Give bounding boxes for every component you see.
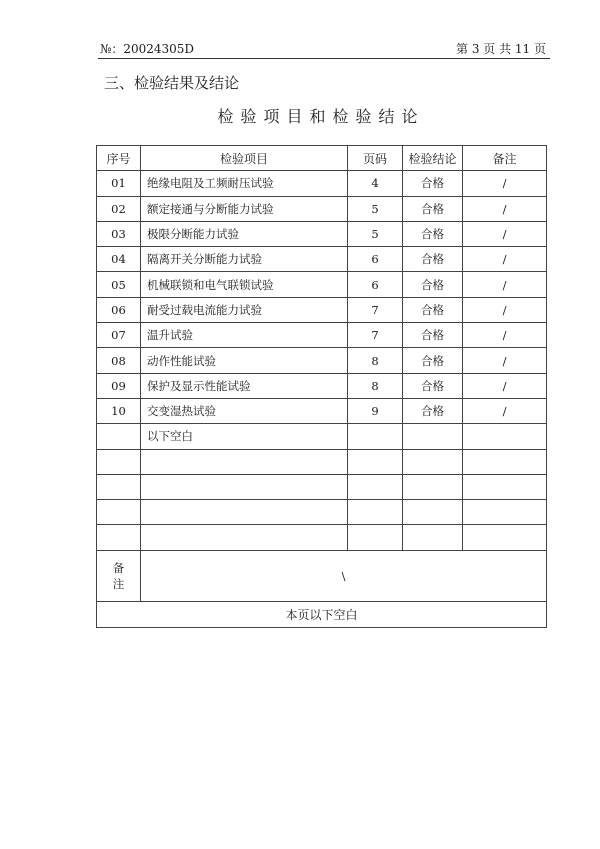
row-note: /: [463, 323, 547, 348]
row-note: /: [463, 398, 547, 423]
row-result: 合格: [403, 221, 463, 246]
row-result: 合格: [403, 373, 463, 398]
row-result: 合格: [403, 171, 463, 196]
page-info: 第 3 页 共 11 页: [456, 42, 546, 56]
table-row: [97, 221, 547, 246]
row-page: [348, 474, 403, 499]
table-row: [97, 323, 547, 348]
table-row: [97, 373, 547, 398]
table-row: [97, 348, 547, 373]
row-result: [403, 525, 463, 550]
row-no: 07: [97, 323, 141, 348]
table-row: [97, 247, 547, 272]
row-page: 6: [348, 272, 403, 297]
remarks-row: [97, 550, 547, 601]
col-header-result: 检验结论: [403, 146, 463, 171]
row-page: [348, 424, 403, 449]
row-page: 6: [348, 247, 403, 272]
row-result: [403, 500, 463, 525]
row-item: [141, 449, 348, 474]
row-result: 合格: [403, 196, 463, 221]
row-note: /: [463, 221, 547, 246]
table-row: [97, 196, 547, 221]
table-title: 检验项目和检验结论: [217, 107, 425, 126]
row-item: 交变湿热试验: [141, 398, 348, 423]
row-page: [348, 525, 403, 550]
row-note: [463, 474, 547, 499]
row-note: [463, 424, 547, 449]
inspection-table: [96, 145, 547, 628]
row-no: 08: [97, 348, 141, 373]
row-result: 合格: [403, 323, 463, 348]
remarks-label: [97, 550, 141, 601]
row-item: [141, 525, 348, 550]
table-body: [97, 171, 547, 550]
row-result: [403, 474, 463, 499]
table-row: [97, 525, 547, 550]
row-page: 5: [348, 221, 403, 246]
row-item: 额定接通与分断能力试验: [141, 196, 348, 221]
row-result: 合格: [403, 297, 463, 322]
row-no: 04: [97, 247, 141, 272]
footer-row: [97, 601, 547, 627]
row-note: /: [463, 348, 547, 373]
remarks-value: \: [141, 550, 547, 601]
row-no: [97, 525, 141, 550]
row-note: /: [463, 373, 547, 398]
section-title: 三、检验结果及结论: [104, 74, 240, 92]
row-note: [463, 500, 547, 525]
row-note: /: [463, 171, 547, 196]
row-item: 保护及显示性能试验: [141, 373, 348, 398]
table-row: [97, 171, 547, 196]
table-row: [97, 398, 547, 423]
col-header-note: 备注: [463, 146, 547, 171]
table-row: [97, 272, 547, 297]
table-header-row: [97, 146, 547, 171]
row-result: 合格: [403, 348, 463, 373]
row-note: /: [463, 272, 547, 297]
table-row: [97, 297, 547, 322]
row-page: 9: [348, 398, 403, 423]
table-row: [97, 449, 547, 474]
row-item: [141, 500, 348, 525]
row-page: [348, 500, 403, 525]
row-item: 机械联锁和电气联锁试验: [141, 272, 348, 297]
row-note: [463, 525, 547, 550]
row-page: 8: [348, 373, 403, 398]
table-row: [97, 474, 547, 499]
row-no: 06: [97, 297, 141, 322]
row-page: 7: [348, 323, 403, 348]
row-item: 绝缘电阻及工频耐压试验: [141, 171, 348, 196]
row-no: 10: [97, 398, 141, 423]
header-divider: [98, 58, 550, 59]
row-item: 以下空白: [141, 424, 348, 449]
row-result: 合格: [403, 398, 463, 423]
col-header-no: 序号: [97, 146, 141, 171]
col-header-item: 检验项目: [141, 146, 348, 171]
row-item: 温升试验: [141, 323, 348, 348]
row-no: 05: [97, 272, 141, 297]
table-row: [97, 500, 547, 525]
row-note: /: [463, 196, 547, 221]
col-header-page: 页码: [348, 146, 403, 171]
row-no: 09: [97, 373, 141, 398]
row-no: [97, 500, 141, 525]
row-item: 耐受过载电流能力试验: [141, 297, 348, 322]
row-page: 7: [348, 297, 403, 322]
row-result: 合格: [403, 272, 463, 297]
row-page: [348, 449, 403, 474]
row-no: [97, 474, 141, 499]
row-result: 合格: [403, 247, 463, 272]
row-result: [403, 449, 463, 474]
row-no: 03: [97, 221, 141, 246]
row-result: [403, 424, 463, 449]
row-page: 8: [348, 348, 403, 373]
table-row: [97, 424, 547, 449]
row-no: 01: [97, 171, 141, 196]
row-no: [97, 449, 141, 474]
row-no: 02: [97, 196, 141, 221]
row-item: 隔离开关分断能力试验: [141, 247, 348, 272]
row-page: 5: [348, 196, 403, 221]
row-note: [463, 449, 547, 474]
remarks-label-text: 备注: [112, 560, 125, 591]
row-note: /: [463, 297, 547, 322]
row-item: [141, 474, 348, 499]
row-item: 极限分断能力试验: [141, 221, 348, 246]
row-no: [97, 424, 141, 449]
row-page: 4: [348, 171, 403, 196]
report-number: №：20024305D: [100, 42, 195, 56]
row-note: /: [463, 247, 547, 272]
row-item: 动作性能试验: [141, 348, 348, 373]
footer-text: 本页以下空白: [97, 601, 547, 627]
